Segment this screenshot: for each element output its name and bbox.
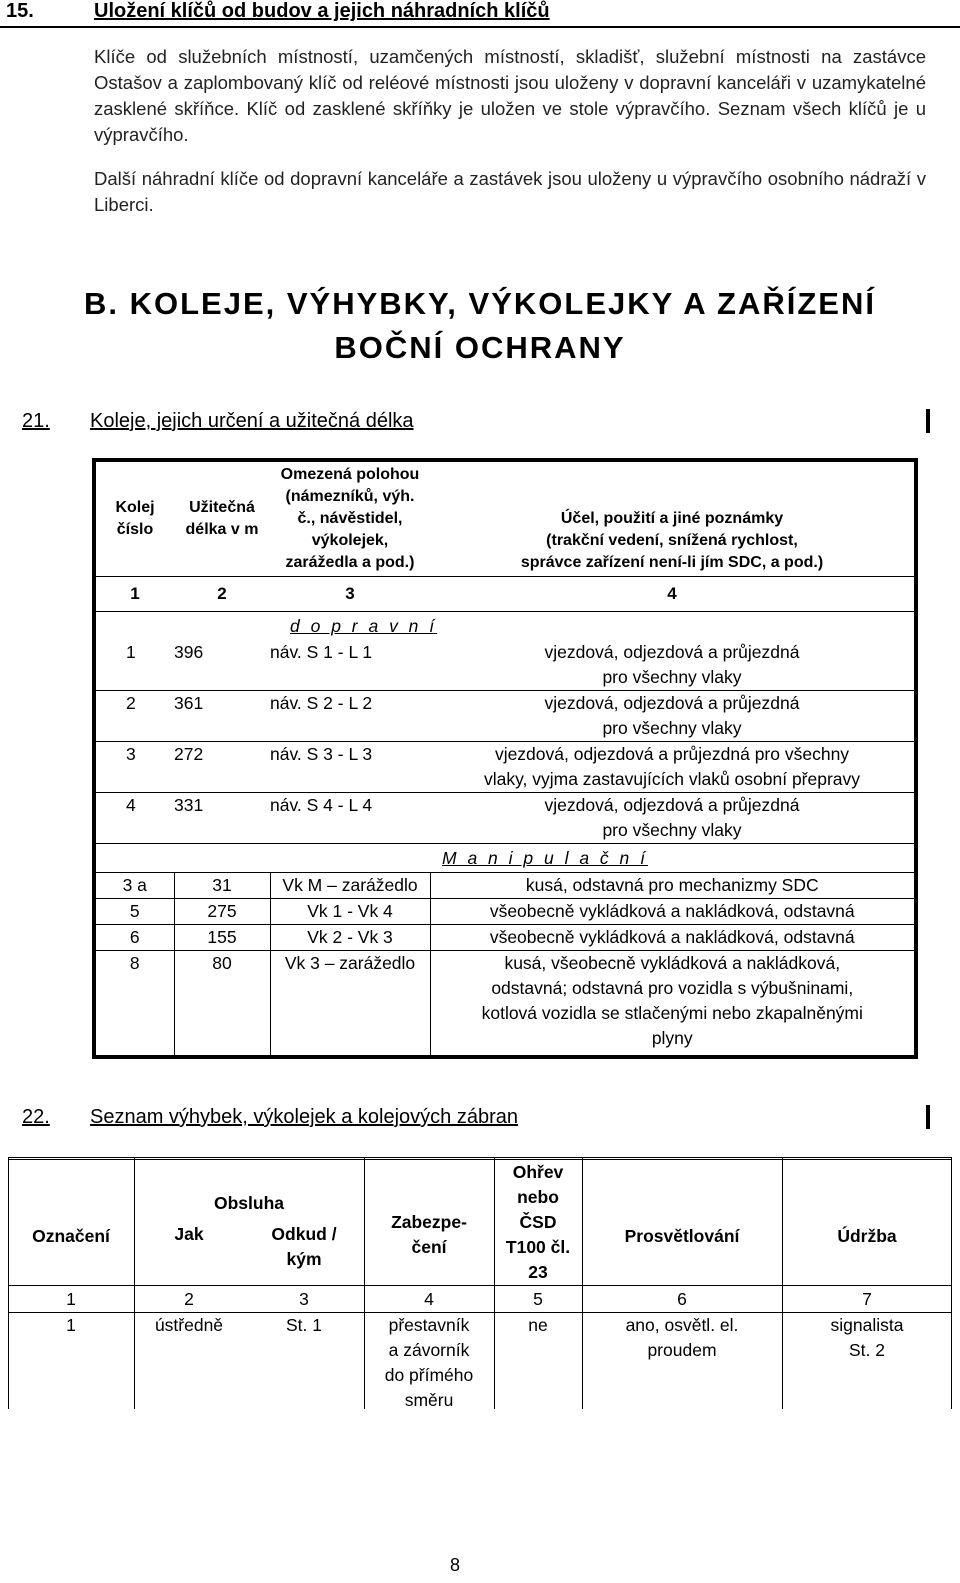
header-omezena: Omezená polohou (námezníků, výh. č., návěstidel, výkolejek, zarážedla a pod.) — [280, 466, 420, 571]
col-number: 1 — [8, 1286, 134, 1313]
divider — [0, 26, 960, 28]
header-obsluha: Obsluha — [213, 1192, 284, 1213]
change-bar — [926, 1105, 930, 1129]
table-border — [782, 1157, 783, 1409]
paragraph-spare-keys: Další náhradní klíče od dopravní kanceláře a zastávek jsou uloženy u výpravčího osobního nádraží v Liberci. — [94, 168, 926, 215]
header-jak: Jak — [174, 1224, 204, 1244]
col-number: 4 — [430, 577, 916, 612]
header-prosvetleni: Prosvětlování — [624, 1226, 740, 1246]
section-title: Uložení klíčů od budov a jejich náhradních klíčů — [94, 0, 550, 22]
part-b-heading — [80, 282, 880, 370]
header-zabezpeceni: Zabezpe- čení — [391, 1211, 467, 1257]
table-border — [951, 1157, 952, 1409]
header-ucel: Účel, použití a jiné poznámky (trakční vedení, snížená rychlost, správce zařízení není-li jím SDC, a pod.) — [520, 510, 824, 571]
tracks-table — [92, 458, 918, 1059]
header-ohrev: Ohřev nebo ČSD T100 čl. 23 — [505, 1162, 571, 1282]
page-number: 8 — [450, 1555, 461, 1575]
col-number: 4 — [364, 1286, 494, 1313]
section-number: 22. — [22, 1106, 50, 1128]
table-border — [364, 1157, 365, 1409]
col-number: 6 — [582, 1286, 782, 1313]
column-numbers — [94, 577, 916, 612]
table-row: 1 396 náv. S 1 - L 1 vjezdová, odjezdová a průjezdná pro všechny vlaky — [94, 640, 916, 691]
group-row — [94, 844, 916, 873]
table-row: 8 80 Vk 3 – zarážedlo kusá, všeobecně vykládková a nakládková, odstavná; odstavná pro vozidla s výbušninami, kotlová vozidla se stlačenými nebo zkapalněnými plyny — [94, 951, 916, 1058]
table-row: 4 331 náv. S 4 - L 4 vjezdová, odjezdová a průjezdná pro všechny vlaky — [94, 793, 916, 844]
col-number: 2 — [174, 577, 270, 612]
change-bar — [926, 409, 930, 433]
col-number: 3 — [270, 577, 430, 612]
table-row: 2 361 náv. S 2 - L 2 vjezdová, odjezdová a průjezdná pro všechny vlaky — [94, 691, 916, 742]
table-border — [8, 1157, 9, 1409]
table-row: 6 155 Vk 2 - Vk 3 všeobecně vykládková a nakládková, odstavná — [94, 925, 916, 951]
part-b-line1: B. KOLEJE, VÝHYBKY, VÝKOLEJKY A ZAŘÍZENÍ — [84, 286, 876, 321]
section-number: 21. — [22, 410, 50, 432]
header-delka: Užitečná délka v m — [185, 499, 259, 538]
table-row: 3 272 náv. S 3 - L 3 vjezdová, odjezdová a průjezdná pro všechny vlaky, vyjma zastavujících vlaků osobní přepravy — [94, 742, 916, 793]
group-row — [94, 612, 916, 641]
table-header — [94, 460, 916, 577]
col-number: 1 — [94, 577, 174, 612]
col-number: 3 — [244, 1286, 364, 1313]
group-label: d o p r a v n í — [290, 615, 438, 636]
header-udrzba: Údržba — [837, 1226, 897, 1246]
section-number: 15. — [6, 0, 34, 22]
part-b-line2: BOČNÍ OCHRANY — [334, 330, 626, 365]
table-row: 5 275 Vk 1 - Vk 4 všeobecně vykládková a nakládková, odstavná — [94, 899, 916, 925]
header-odkud: Odkud / kým — [271, 1224, 337, 1269]
table-border — [134, 1157, 135, 1409]
table-border — [494, 1157, 495, 1409]
table-row: 1 ústředně St. 1 přestavník a závorník do přímého směru ne ano, osvětl. el. proudem signalista St. 2 — [66, 1315, 904, 1410]
section-15-heading — [6, 0, 550, 23]
col-number: 7 — [782, 1286, 952, 1313]
paragraph-keys: Klíče od služebních místností, uzamčených místností, skladišť, služební místnosti na zastávce Ostašov a zaplombovaný klíč od reléové místnosti jsou uloženy v dopravní kanceláři v uzamykatelné zasklené skříňce. Klíč od zasklené skříňky je uložen ve stole výpravčího. Seznam všech klíčů je u výpravčího. — [94, 46, 926, 145]
table-header — [8, 1159, 952, 1223]
col-number: 2 — [134, 1286, 244, 1313]
header-kolej: Kolej číslo — [115, 499, 155, 538]
group-label: M a n i p u l a č n í — [442, 847, 648, 868]
col-number: 5 — [494, 1286, 582, 1313]
column-numbers — [8, 1286, 952, 1313]
table-border — [582, 1157, 583, 1409]
switches-table — [8, 1157, 952, 1413]
header-oznaceni: Označení — [32, 1226, 110, 1246]
table-row: 3 a 31 Vk M – zarážedlo kusá, odstavná pro mechanizmy SDC — [94, 873, 916, 899]
section-title: Koleje, jejich určení a užitečná délka — [90, 410, 414, 432]
section-title: Seznam výhybek, výkolejek a kolejových zábran — [90, 1106, 518, 1128]
